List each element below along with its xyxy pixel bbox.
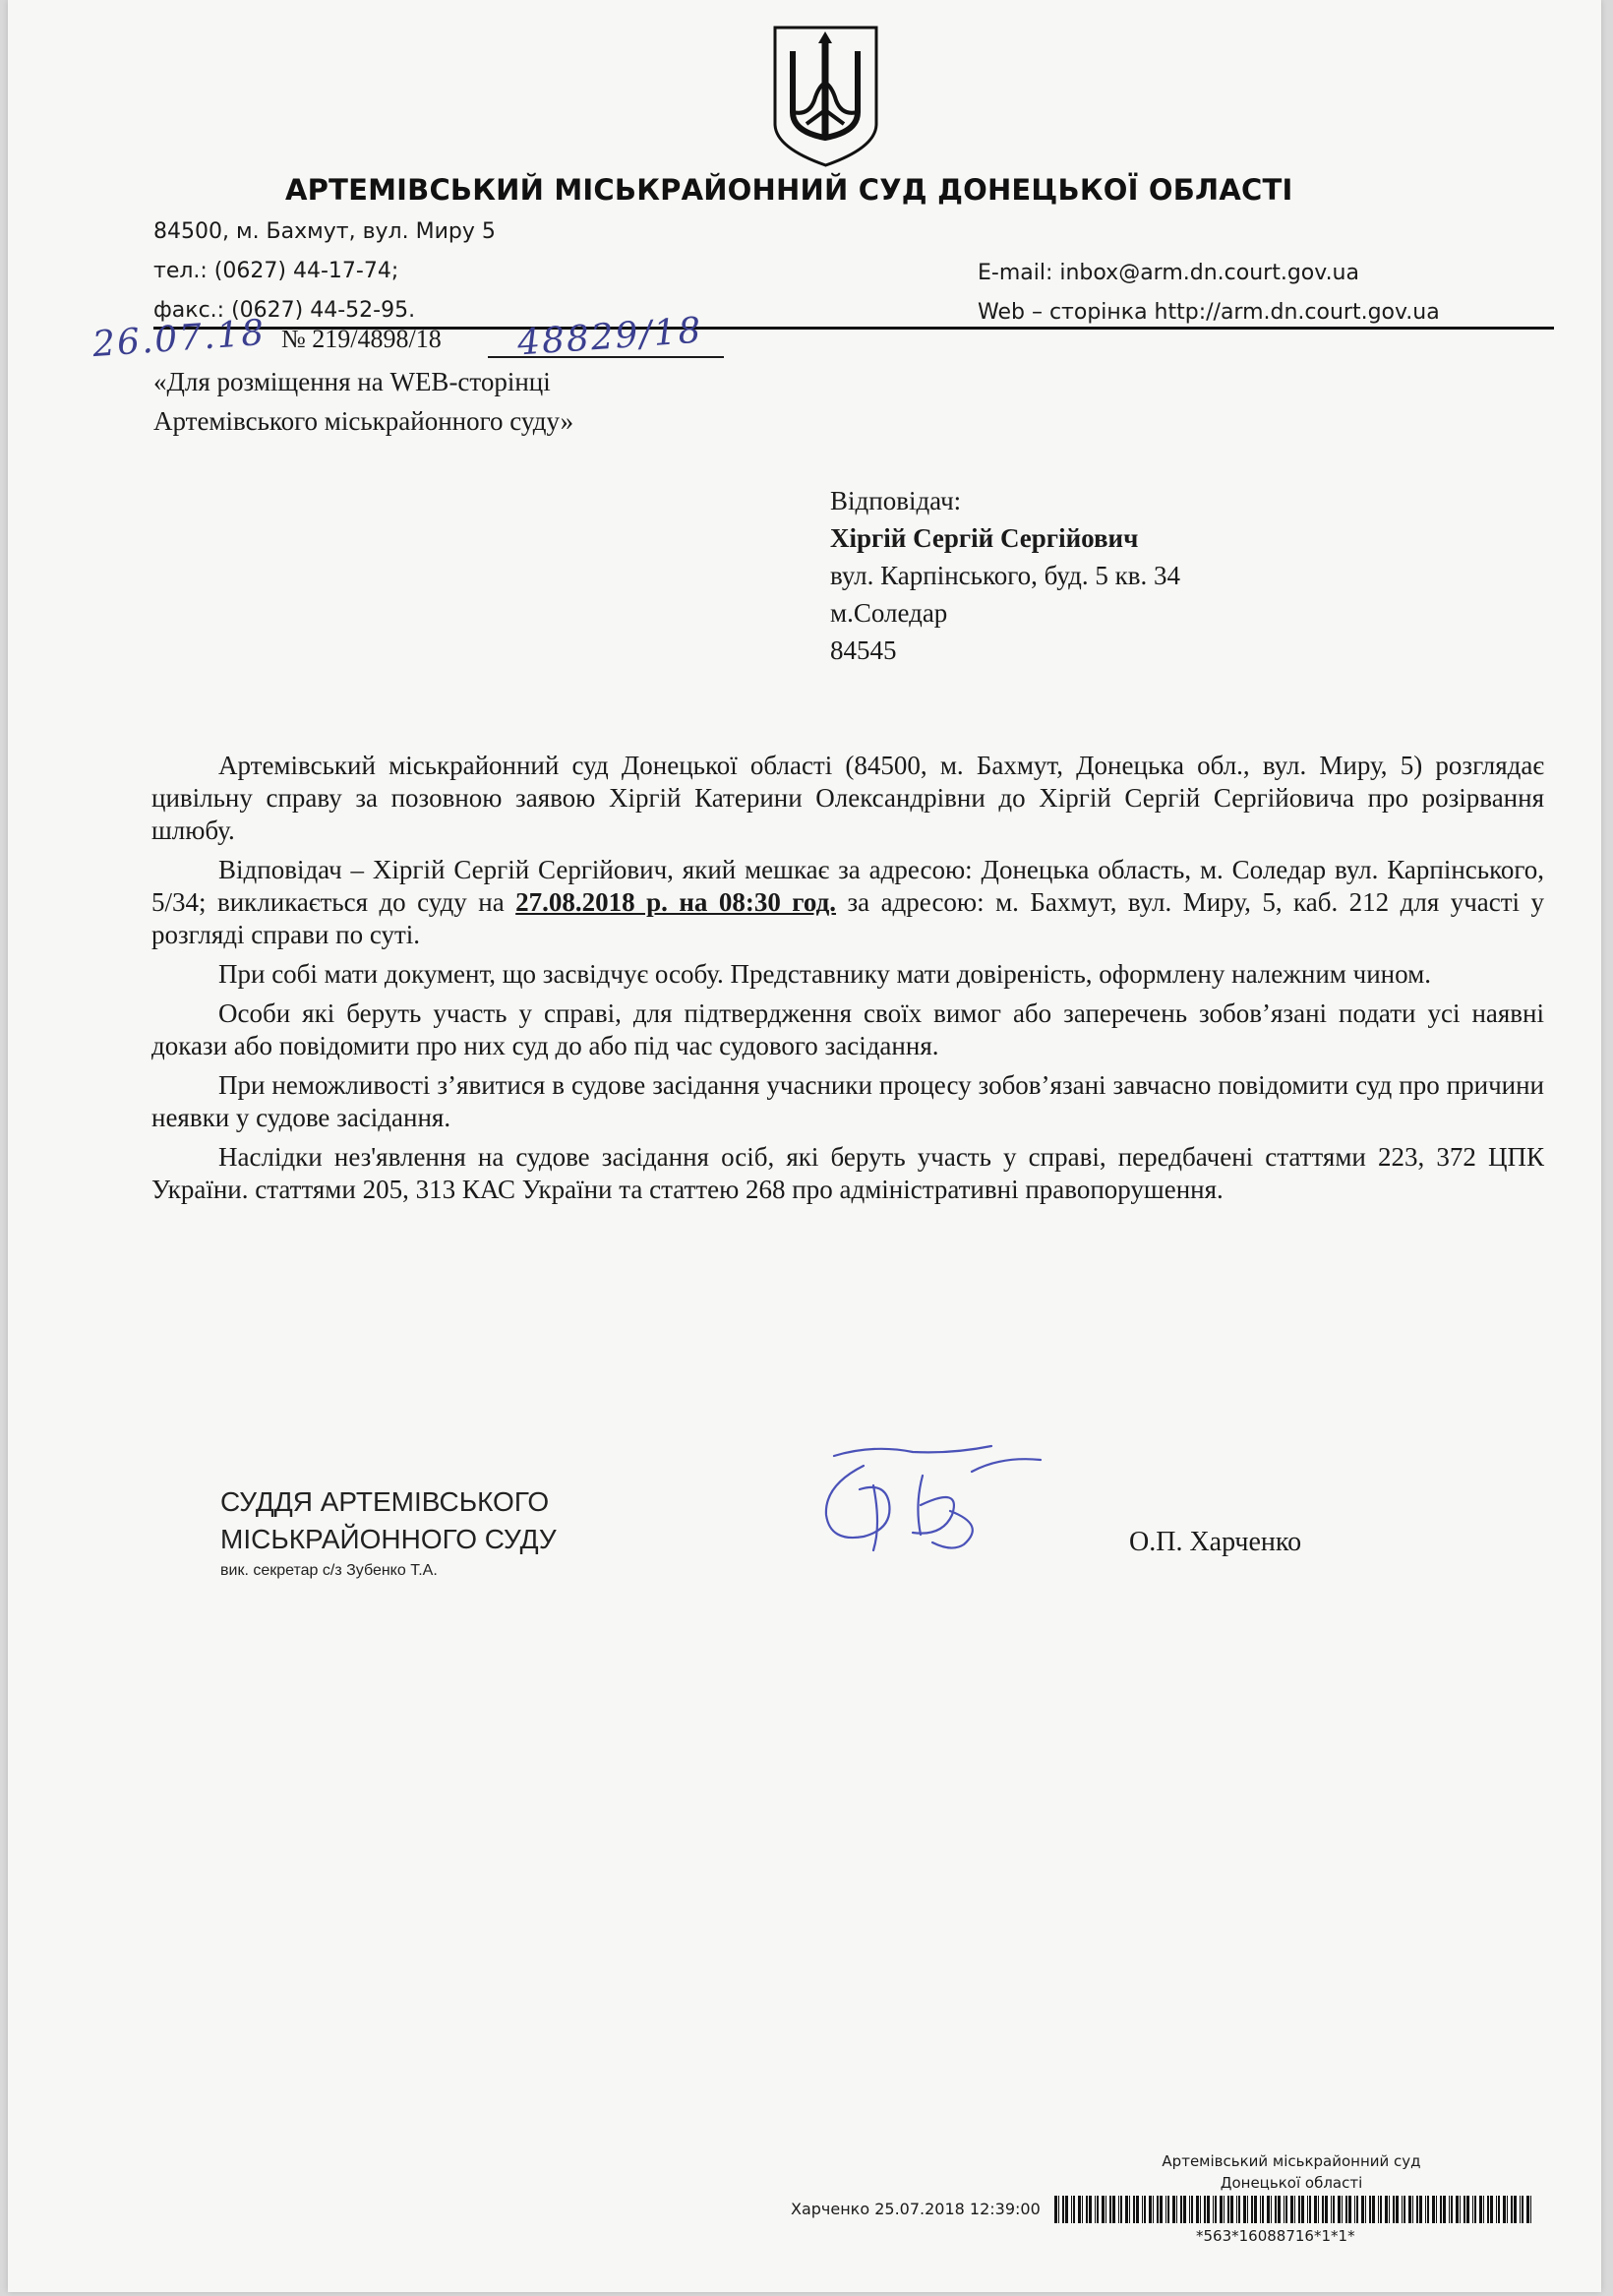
body-paragraph: При собі мати документ, що засвідчує особу. Представнику мати довіреність, оформлену належним чином. (218, 959, 1431, 989)
barcode-bar (1372, 2196, 1375, 2223)
barcode-bar (1144, 2196, 1146, 2223)
barcode-bar (1207, 2196, 1210, 2223)
stamp-court-line: Артемівський міськрайонний суд (1162, 2152, 1421, 2170)
barcode-bar (1331, 2196, 1332, 2223)
barcode-bar (1142, 2196, 1143, 2223)
barcode-bar (1436, 2196, 1437, 2223)
barcode-bar (1490, 2196, 1493, 2223)
barcode-bar (1466, 2196, 1469, 2223)
barcode-bar (1378, 2196, 1379, 2223)
barcode-bar (1449, 2196, 1450, 2223)
barcode-bar (1483, 2196, 1484, 2223)
barcode-bar (1369, 2196, 1371, 2223)
judge-name: О.П. Харченко (1129, 1527, 1302, 1557)
barcode-bar (1086, 2196, 1088, 2223)
signature-icon (805, 1426, 1070, 1564)
barcode-bar (1267, 2196, 1270, 2223)
barcode-bar (1325, 2196, 1328, 2223)
barcode-bar (1396, 2196, 1399, 2223)
barcode-bar (1120, 2196, 1122, 2223)
barcode-bar (1338, 2196, 1341, 2223)
barcode-bar (1301, 2196, 1304, 2223)
barcode-bar (1165, 2196, 1166, 2223)
registration-stamp-court (1109, 2150, 1473, 2194)
barcode-bar (1189, 2196, 1190, 2223)
recipient-label: Відповідач: (830, 486, 962, 515)
stamp-court-line: Донецької області (1220, 2174, 1363, 2192)
barcode-bar (1220, 2196, 1223, 2223)
text-span: Відповідач – Хіргій Сергій Сергійович, який мешкає за адресою: Донецька область, м. Соледар вул. Карпінського, 5/34; викликається до суду на (151, 855, 1544, 917)
barcode-bar (1167, 2196, 1169, 2223)
barcode-bar (1427, 2196, 1429, 2223)
barcode-bar (1262, 2196, 1264, 2223)
judge-title (220, 1483, 557, 1558)
barcode-bar (1511, 2196, 1513, 2223)
barcode-bar (1389, 2196, 1390, 2223)
barcode-bar (1149, 2196, 1152, 2223)
court-web: Web – сторінка http://arm.dn.court.gov.ua (978, 300, 1440, 325)
barcode-bar (1065, 2196, 1068, 2223)
barcode-bar (1298, 2196, 1300, 2223)
barcode-bar (1402, 2196, 1403, 2223)
recipient-block (830, 482, 1180, 669)
court-contacts (153, 212, 496, 331)
barcode-bar (1054, 2196, 1057, 2223)
barcode-bar (1342, 2196, 1343, 2223)
judge-title-line: СУДДЯ АРТЕМІВСЬКОГО (220, 1486, 550, 1517)
barcode-bar (1464, 2196, 1465, 2223)
barcode-bar (1432, 2196, 1435, 2223)
judge-title-line: МІСЬКРАЙОННОГО СУДУ (220, 1524, 557, 1554)
barcode-bar (1112, 2196, 1115, 2223)
barcode-code: *563*16088716*1*1* (1196, 2227, 1355, 2245)
barcode-bar (1507, 2196, 1508, 2223)
barcode-bar (1361, 2196, 1364, 2223)
barcode-bar (1307, 2196, 1308, 2223)
court-email: E-mail: inbox@arm.dn.court.gov.ua (978, 261, 1359, 285)
barcode-bar (1416, 2196, 1418, 2223)
barcode-bar (1243, 2196, 1246, 2223)
barcode-bar (1522, 2196, 1523, 2223)
barcode-bar (1404, 2196, 1405, 2223)
barcode-bar (1530, 2196, 1531, 2223)
registration-timestamp: Харченко 25.07.2018 12:39:00 (791, 2200, 1041, 2218)
barcode-bar (1412, 2196, 1413, 2223)
web-placement-note (153, 362, 573, 441)
barcode-bar (1105, 2196, 1106, 2223)
barcode-bar (1393, 2196, 1395, 2223)
barcode-bar (1236, 2196, 1237, 2223)
barcode-bar (1365, 2196, 1366, 2223)
barcode-bar (1380, 2196, 1382, 2223)
barcode-bar (1082, 2196, 1083, 2223)
barcode-bar (1474, 2196, 1476, 2223)
recipient-city: м.Соледар (830, 598, 948, 628)
barcode-bar (1354, 2196, 1355, 2223)
court-phone: тел.: (0627) 44-17-74; (153, 259, 399, 283)
barcode-bar (1078, 2196, 1081, 2223)
barcode-bar (1238, 2196, 1240, 2223)
barcode-bar (1176, 2196, 1177, 2223)
barcode-bar (1125, 2196, 1128, 2223)
barcode-bar (1294, 2196, 1295, 2223)
barcode-bar (1180, 2196, 1182, 2223)
barcode-bar (1460, 2196, 1461, 2223)
web-note-line: «Для розміщення на WEB-сторінці (153, 367, 551, 396)
barcode-bar (1456, 2196, 1459, 2223)
barcode-bar (1260, 2196, 1261, 2223)
barcode-bar (1443, 2196, 1446, 2223)
barcode-bar (1097, 2196, 1099, 2223)
body-paragraph: Особи які беруть участь у справі, для підтвердження своїх вимог або заперечень зобов’язані подати усі наявні докази або повідомити про них суд до або під час судового засідання. (151, 998, 1544, 1060)
barcode-bar (1408, 2196, 1411, 2223)
handwritten-date: 26.07.18 (90, 312, 268, 366)
barcode-bar (1290, 2196, 1293, 2223)
web-note-line: Артемівського міськрайонного суду» (153, 406, 574, 436)
court-fax: факс.: (0627) 44-52-95. (153, 298, 416, 323)
barcode-bar (1251, 2196, 1253, 2223)
barcode-bar (1356, 2196, 1358, 2223)
barcode-bar (1227, 2196, 1229, 2223)
barcode-bar (1520, 2196, 1521, 2223)
barcode-bar (1496, 2196, 1497, 2223)
barcode-bar (1224, 2196, 1225, 2223)
case-number: № 219/4898/18 (281, 325, 442, 353)
text-span: за адресою: м. Бахмут, вул. Миру, 5, каб. 212 для участі у розгляді справи по суті. (151, 887, 1545, 949)
court-address: 84500, м. Бахмут, вул. Миру 5 (153, 219, 496, 244)
barcode-bar (1487, 2196, 1489, 2223)
barcode-bar (1118, 2196, 1119, 2223)
barcode-bar (1440, 2196, 1442, 2223)
barcode-bar (1526, 2196, 1529, 2223)
recipient-street: вул. Карпінського, буд. 5 кв. 34 (830, 561, 1180, 590)
barcode-bar (1133, 2196, 1135, 2223)
barcode-bar (1071, 2196, 1072, 2223)
body-paragraph: Артемівський міськрайонний суд Донецької області (84500, м. Бахмут, Донецька обл., вул. Миру, 5) розглядає цивільну справу за позовною заявою Хіргій Катерини Олександрівни до Хіргій Сергій Сергійовича про розірвання шлюбу. (151, 751, 1544, 845)
secretary-note: вик. секретар с/з Зубенко Т.А. (220, 1562, 438, 1579)
barcode-bar (1498, 2196, 1500, 2223)
body-paragraph: При неможливості з’явитися в судове засідання учасники процесу зобов’язані завчасно повідомити суд про причини неявки у судове засідання. (151, 1070, 1544, 1132)
barcode-bar (1278, 2196, 1281, 2223)
body-paragraph: Наслідки нез'явлення на судове засідання осіб, які беруть участь у справі, передбачені статтями 223, 372 ЦПК України. статтями 205, 313 КАС України та статтею 268 про адміністративні правопорушення. (151, 1142, 1544, 1204)
barcode-bar (1089, 2196, 1092, 2223)
barcode-bar (1136, 2196, 1139, 2223)
barcode-bar (1230, 2196, 1233, 2223)
recipient-name: Хіргій Сергій Сергійович (830, 523, 1139, 553)
barcode-bar (1200, 2196, 1201, 2223)
barcode-bar (1172, 2196, 1175, 2223)
barcode-bar (1095, 2196, 1096, 2223)
barcode-bar (1254, 2196, 1257, 2223)
barcode-bar (1213, 2196, 1214, 2223)
barcode-bar (1348, 2196, 1351, 2223)
barcode-bar (1514, 2196, 1517, 2223)
barcode-bar (1271, 2196, 1272, 2223)
barcode-bar (1419, 2196, 1422, 2223)
barcode-bar (1129, 2196, 1130, 2223)
barcode-bar (1314, 2196, 1317, 2223)
barcode-bar (1191, 2196, 1193, 2223)
barcode-bar (1479, 2196, 1482, 2223)
barcode-bar (1102, 2196, 1105, 2223)
barcode-bar (1333, 2196, 1335, 2223)
barcode-bar (1285, 2196, 1287, 2223)
barcode-bar (1472, 2196, 1473, 2223)
barcode-bar (1073, 2196, 1075, 2223)
barcode-bar (1157, 2196, 1159, 2223)
barcode-bar (1183, 2196, 1186, 2223)
barcode-bar (1058, 2196, 1059, 2223)
barcode-bar (1425, 2196, 1426, 2223)
barcode-bar (1275, 2196, 1277, 2223)
barcode-bar (1451, 2196, 1453, 2223)
barcode-bar (1503, 2196, 1506, 2223)
barcode-bar (1196, 2196, 1199, 2223)
barcode-bar (1160, 2196, 1163, 2223)
barcode-bar (1062, 2196, 1064, 2223)
summons-body (151, 750, 1544, 1213)
barcode-bar (1345, 2196, 1347, 2223)
barcode-bar (1215, 2196, 1217, 2223)
recipient-postcode: 84545 (830, 635, 897, 665)
court-online-contacts (978, 254, 1440, 332)
court-summons-document (8, 0, 1601, 2292)
barcode-bar (1153, 2196, 1154, 2223)
barcode-bar (1204, 2196, 1206, 2223)
handwritten-outgoing-number: 48829/18 (515, 310, 704, 364)
barcode-icon (1054, 2196, 1536, 2223)
barcode-bar (1322, 2196, 1324, 2223)
barcode-bar (1309, 2196, 1311, 2223)
barcode-bar (1385, 2196, 1388, 2223)
barcode-bar (1318, 2196, 1319, 2223)
trident-emblem-icon (769, 22, 882, 169)
hearing-datetime: 27.08.2018 р. на 08:30 год. (515, 887, 837, 917)
barcode-bar (1109, 2196, 1111, 2223)
body-paragraph (151, 854, 1544, 951)
court-name-heading: АРТЕМІВСЬКИЙ МІСЬКРАЙОННИЙ СУД ДОНЕЦЬКОЇ ОБЛАСТІ (285, 173, 1293, 207)
barcode-bar (1247, 2196, 1248, 2223)
